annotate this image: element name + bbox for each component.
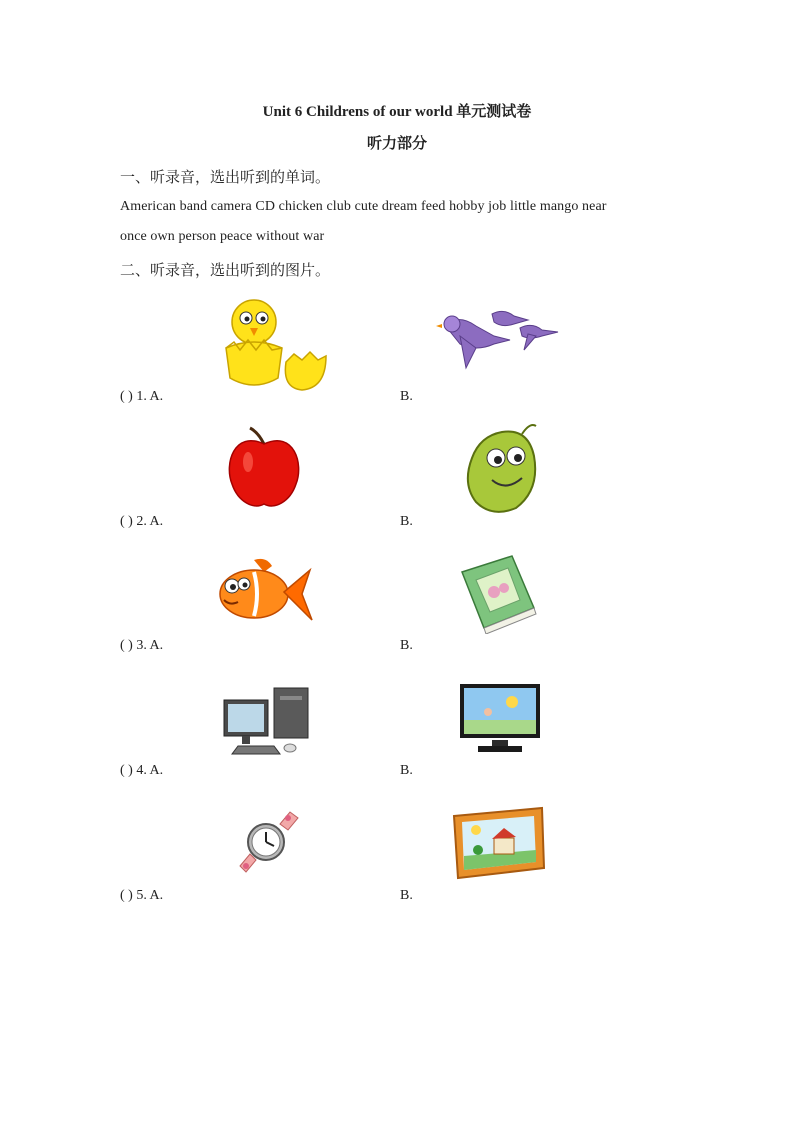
picture-frame-icon[interactable]	[450, 806, 546, 885]
question-2-label-b: B.	[400, 514, 413, 529]
book-icon[interactable]	[456, 552, 538, 639]
chick-icon[interactable]	[218, 296, 330, 397]
computer-icon[interactable]	[220, 684, 312, 761]
word-list-line-2: once own person peace without war	[120, 229, 325, 244]
page-title: Unit 6 Childrens of our world 单元测试卷	[262, 104, 532, 120]
question-1-label-b: B.	[400, 389, 413, 404]
question-3-label-b: B.	[400, 638, 413, 653]
watch-icon[interactable]	[236, 810, 300, 879]
question-5-label-b: B.	[400, 888, 413, 903]
fish-icon[interactable]	[214, 556, 314, 637]
mango-icon[interactable]	[462, 420, 542, 523]
question-4-label-a: ( ) 4. A.	[120, 763, 164, 778]
section2-heading: 二、听录音，选出听到的图片。	[120, 263, 331, 279]
tv-icon[interactable]	[458, 682, 542, 761]
question-3-label-a: ( ) 3. A.	[120, 638, 164, 653]
question-5-label-a: ( ) 5. A.	[120, 888, 164, 903]
section1-heading: 一、听录音，选出听到的单词。	[120, 170, 331, 186]
question-4-label-b: B.	[400, 763, 413, 778]
birds-icon[interactable]	[432, 306, 572, 383]
question-1-label-a: ( ) 1. A.	[120, 389, 164, 404]
question-2-label-a: ( ) 2. A.	[120, 514, 164, 529]
section-subtitle: 听力部分	[366, 136, 427, 152]
word-list-line-1: American band camera CD chicken club cute dream feed hobby job little mango near	[120, 199, 607, 214]
apple-icon[interactable]	[224, 424, 304, 515]
